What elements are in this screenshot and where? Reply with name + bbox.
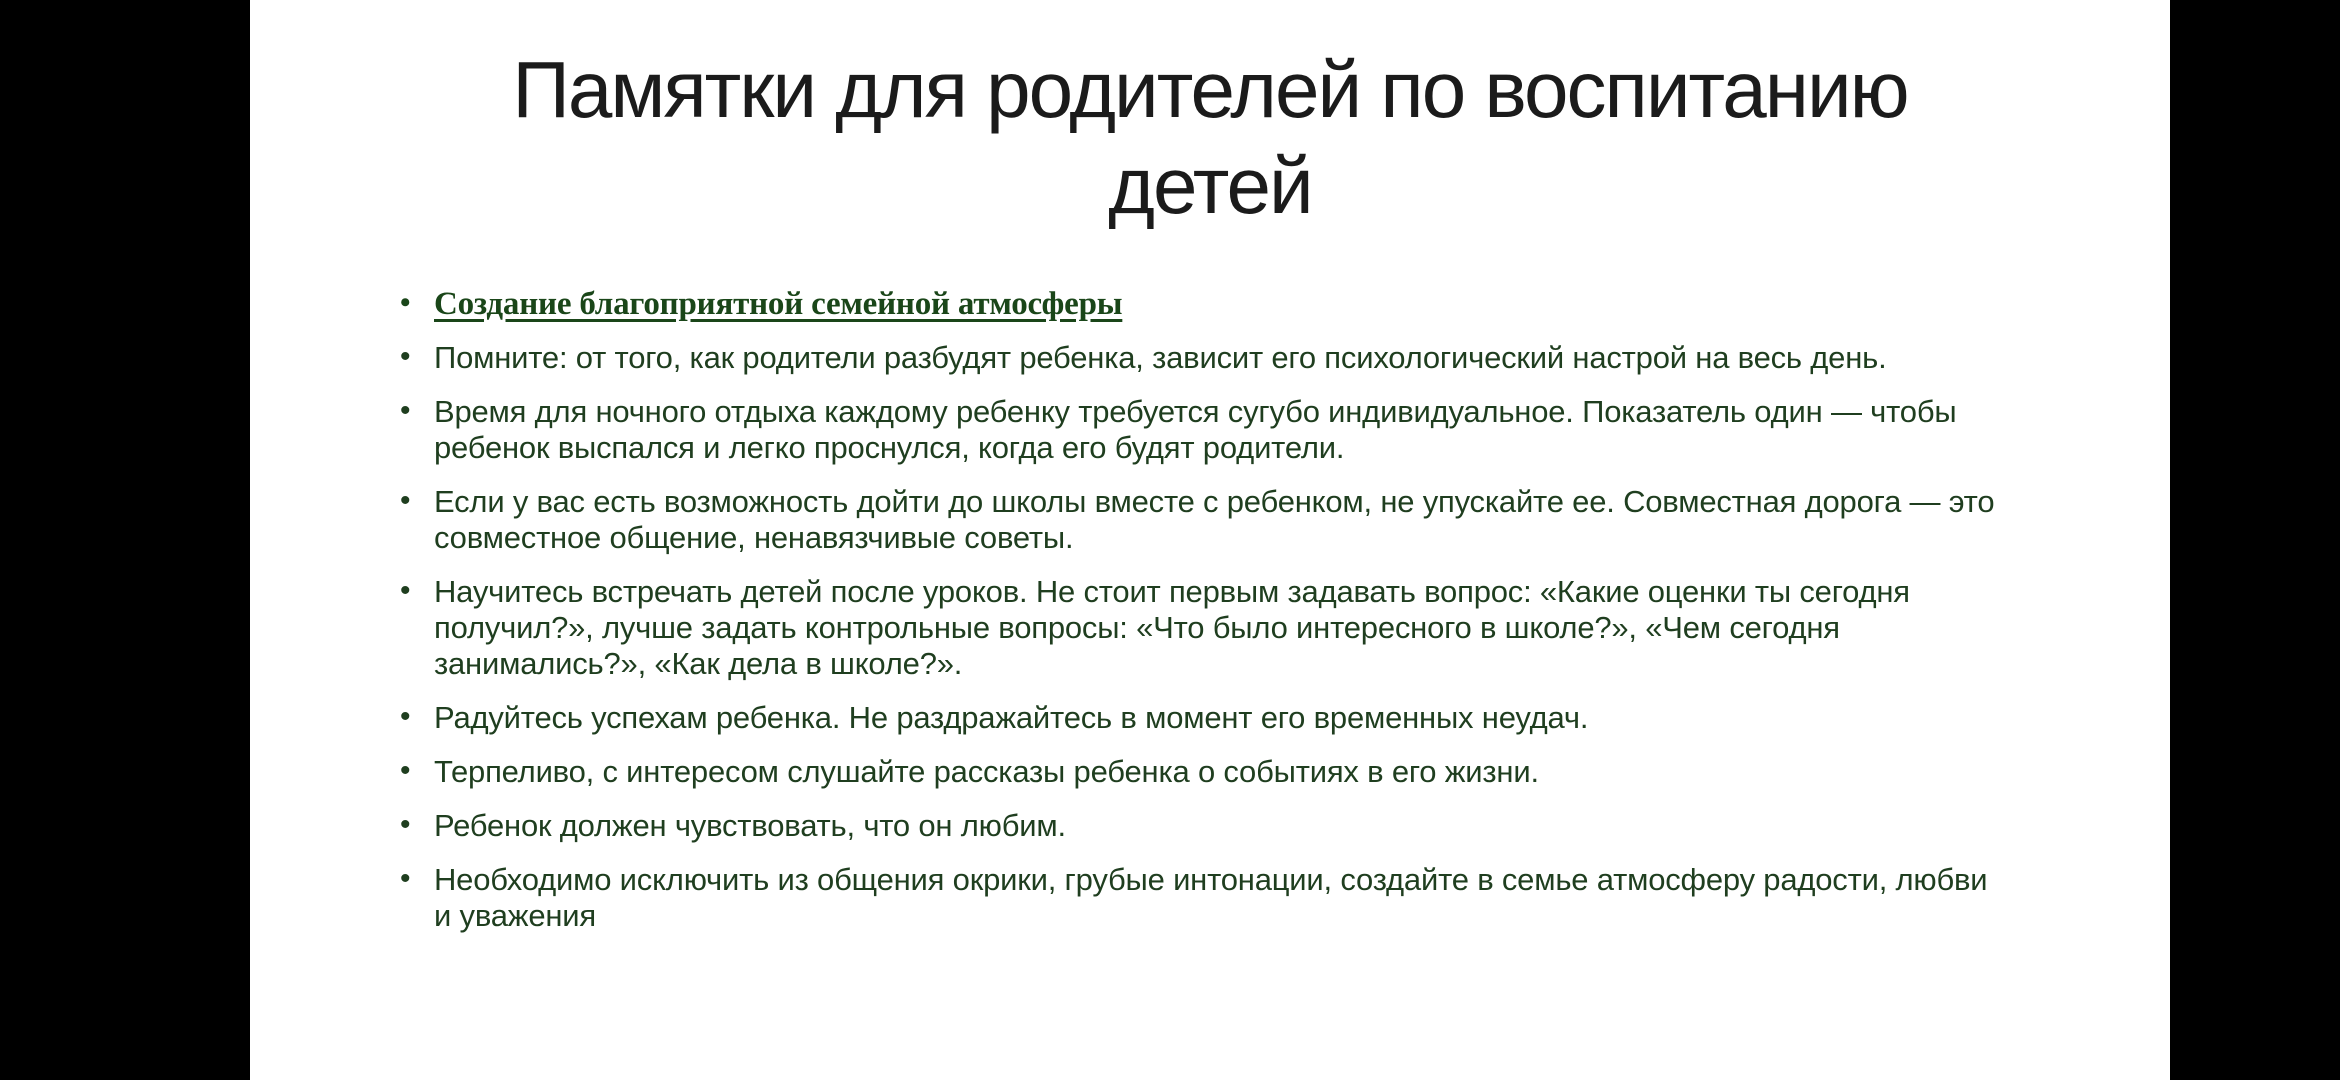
bullet-item bbox=[398, 862, 1998, 934]
bullet-text: Радуйтесь успехам ребенка. Не раздражайтесь в момент его временных неудач. bbox=[434, 700, 1589, 735]
bullet-item bbox=[398, 808, 1998, 844]
bullet-item bbox=[398, 754, 1998, 790]
bullet-text: Ребенок должен чувствовать, что он любим. bbox=[434, 808, 1066, 843]
bullet-text: Время для ночного отдыха каждому ребенку требуется сугубо индивидуальное. Показатель один — чтобы ребенок выспался и легко проснулся, когда его будят родители. bbox=[434, 394, 1957, 465]
bullet-text: Научитесь встречать детей после уроков. Не стоит первым задавать вопрос: «Какие оценки ты сегодня получил?», лучше задать контрольные вопросы: «Что было интересного в школе?», «Чем сегодня занимались?», «Как дела в школе?». bbox=[434, 574, 1910, 681]
slide-title: Памятки для родителей по воспитанию детей bbox=[512, 45, 1908, 230]
bullet-text: Терпеливо, с интересом слушайте рассказы ребенка о событиях в его жизни. bbox=[434, 754, 1539, 789]
bullet-text: Необходимо исключить из общения окрики, грубые интонации, создайте в семье атмосферу радости, любви и уважения bbox=[434, 862, 1988, 933]
bullet-marker-icon: • bbox=[400, 394, 411, 427]
bullet-item bbox=[398, 574, 1998, 682]
bullet-marker-icon: • bbox=[400, 286, 411, 319]
bullet-item bbox=[398, 484, 1998, 556]
bullet-marker-icon: • bbox=[400, 340, 411, 373]
bullet-item bbox=[398, 286, 1998, 322]
letterbox-left bbox=[0, 0, 250, 1080]
bullet-list bbox=[250, 286, 1998, 934]
letterbox-right bbox=[2170, 0, 2340, 1080]
bullet-marker-icon: • bbox=[400, 574, 411, 607]
bullet-marker-icon: • bbox=[400, 484, 411, 517]
bullet-text: Помните: от того, как родители разбудят ребенка, зависит его психологический настрой на весь день. bbox=[434, 340, 1887, 375]
bullet-marker-icon: • bbox=[400, 808, 411, 841]
bullet-marker-icon: • bbox=[400, 700, 411, 733]
bullet-text: Если у вас есть возможность дойти до школы вместе с ребенком, не упускайте ее. Совместная дорога — это совместное общение, ненавязчивые советы. bbox=[434, 484, 1995, 555]
bullet-item bbox=[398, 700, 1998, 736]
bullet-marker-icon: • bbox=[400, 862, 411, 895]
bullet-text: Создание благоприятной семейной атмосферы bbox=[434, 286, 1123, 322]
bullet-item bbox=[398, 340, 1998, 376]
bullet-item bbox=[398, 394, 1998, 466]
bullet-marker-icon: • bbox=[400, 754, 411, 787]
slide[interactable] bbox=[250, 0, 2170, 1080]
